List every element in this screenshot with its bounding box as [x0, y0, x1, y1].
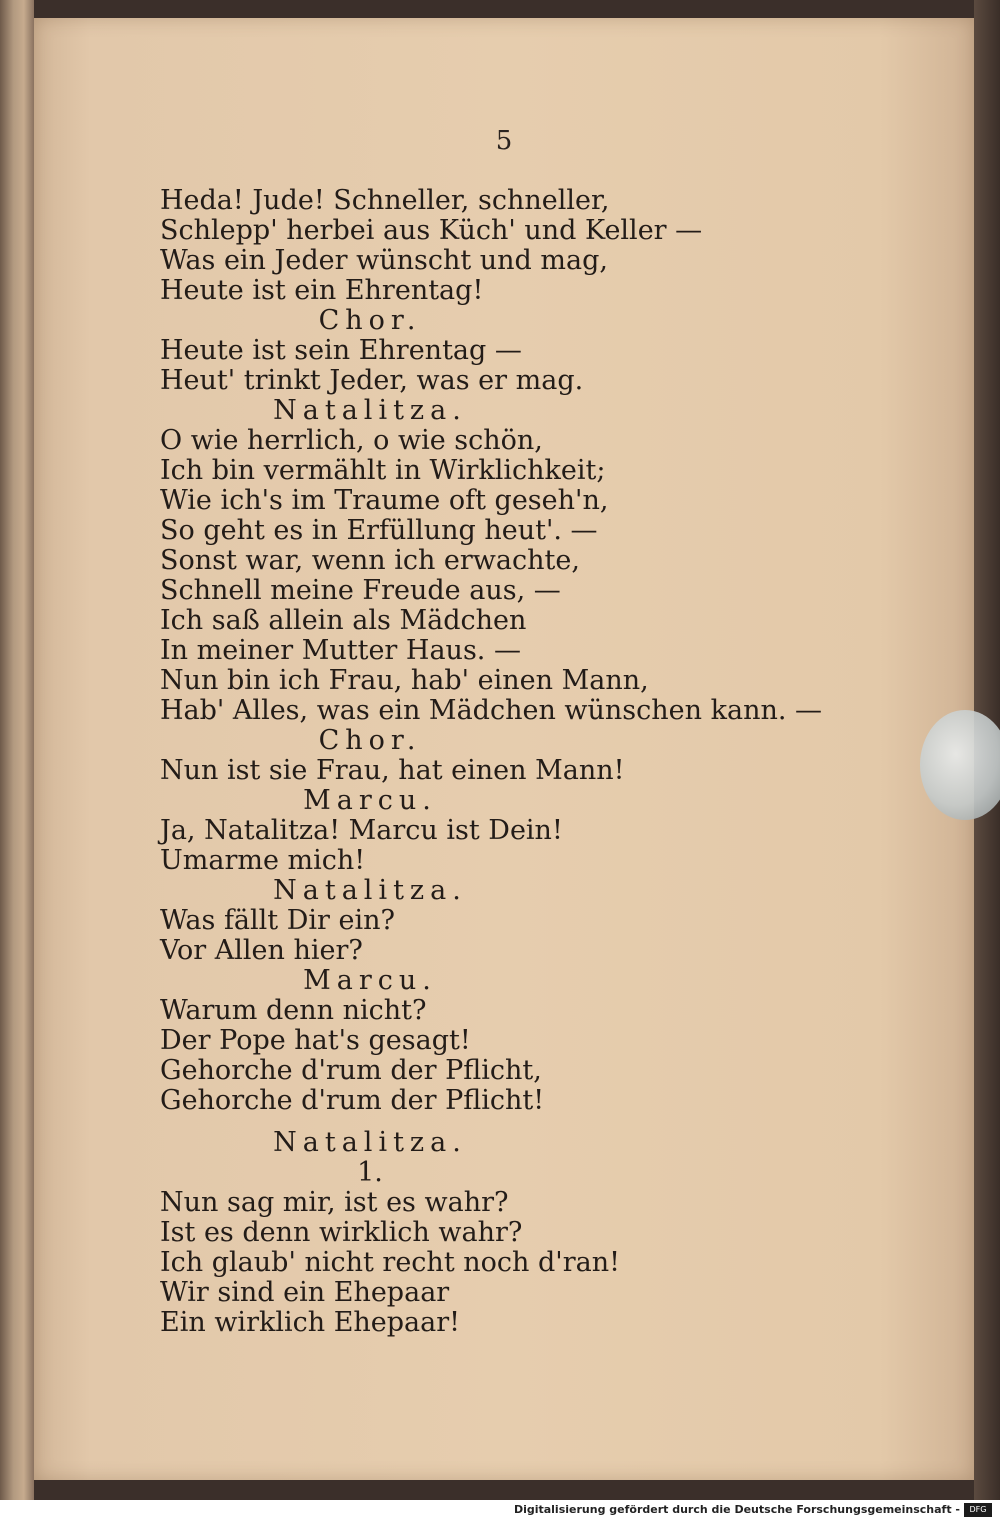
- dfg-logo: DFG: [964, 1503, 992, 1517]
- speaker-name: Chor.: [318, 725, 422, 756]
- verse-line: Warum denn nicht?: [160, 995, 427, 1026]
- speaker-name: Natalitza.: [273, 395, 467, 426]
- speaker-name: Marcu.: [303, 785, 437, 816]
- verse-line: Vor Allen hier?: [160, 935, 363, 966]
- verse-line: Umarme mich!: [160, 845, 366, 876]
- verse-line: Wir sind ein Ehepaar: [160, 1277, 450, 1308]
- verse-line: Heute ist ein Ehrentag!: [160, 275, 484, 306]
- stanza-number: 1.: [357, 1157, 383, 1188]
- verse-line: Gehorche d'rum der Pflicht,: [160, 1055, 542, 1086]
- verse-line: Ich bin vermählt in Wirklichkeit;: [160, 455, 606, 486]
- verse-line: Ich glaub' nicht recht noch d'ran!: [160, 1247, 620, 1278]
- verse-line: Nun sag mir, ist es wahr?: [160, 1187, 509, 1218]
- verse-line: Nun bin ich Frau, hab' einen Mann,: [160, 665, 649, 696]
- verse-line: Gehorche d'rum der Pflicht!: [160, 1085, 545, 1116]
- verse-line: Wie ich's im Traume oft geseh'n,: [160, 485, 609, 516]
- verse-line: O wie herrlich, o wie schön,: [160, 425, 543, 456]
- verse-line: Ist es denn wirklich wahr?: [160, 1217, 523, 1248]
- verse-line: Schnell meine Freude aus, —: [160, 575, 561, 606]
- verse-line: Schlepp' herbei aus Küch' und Keller —: [160, 215, 703, 246]
- libretto-text: [160, 186, 920, 1338]
- verse-line: So geht es in Erfüllung heut'. —: [160, 515, 598, 546]
- verse-line: Nun ist sie Frau, hat einen Mann!: [160, 755, 625, 786]
- speaker-name: Chor.: [318, 305, 422, 336]
- verse-line: Ich saß allein als Mädchen: [160, 605, 527, 636]
- verse-line: Der Pope hat's gesagt!: [160, 1025, 471, 1056]
- verse-line: Heut' trinkt Jeder, was er mag.: [160, 365, 584, 396]
- speaker-name: Natalitza.: [273, 875, 467, 906]
- page-clip-icon: [920, 710, 1000, 820]
- verse-line: In meiner Mutter Haus. —: [160, 635, 521, 666]
- verse-line: Sonst war, wenn ich erwachte,: [160, 545, 580, 576]
- verse-line: Was fällt Dir ein?: [160, 905, 395, 936]
- footer-credit: Digitalisierung gefördert durch die Deutsche Forschungsgemeinschaft -: [513, 1503, 960, 1516]
- verse-line: Ein wirklich Ehepaar!: [160, 1307, 461, 1338]
- verse-line: Heute ist sein Ehrentag —: [160, 335, 522, 366]
- book-page: [34, 18, 974, 1480]
- book-cover-edge: [0, 0, 34, 1500]
- verse-line: Was ein Jeder wünscht und mag,: [160, 245, 608, 276]
- verse-line: Heda! Jude! Schneller, schneller,: [160, 185, 610, 216]
- speaker-name: Natalitza.: [273, 1127, 467, 1158]
- page-number: 5: [495, 126, 513, 156]
- speaker-name: Marcu.: [303, 965, 437, 996]
- verse-line: Ja, Natalitza! Marcu ist Dein!: [160, 815, 563, 846]
- verse-line: Hab' Alles, was ein Mädchen wünschen kann. —: [160, 695, 823, 726]
- footer-bar: [0, 1500, 1000, 1521]
